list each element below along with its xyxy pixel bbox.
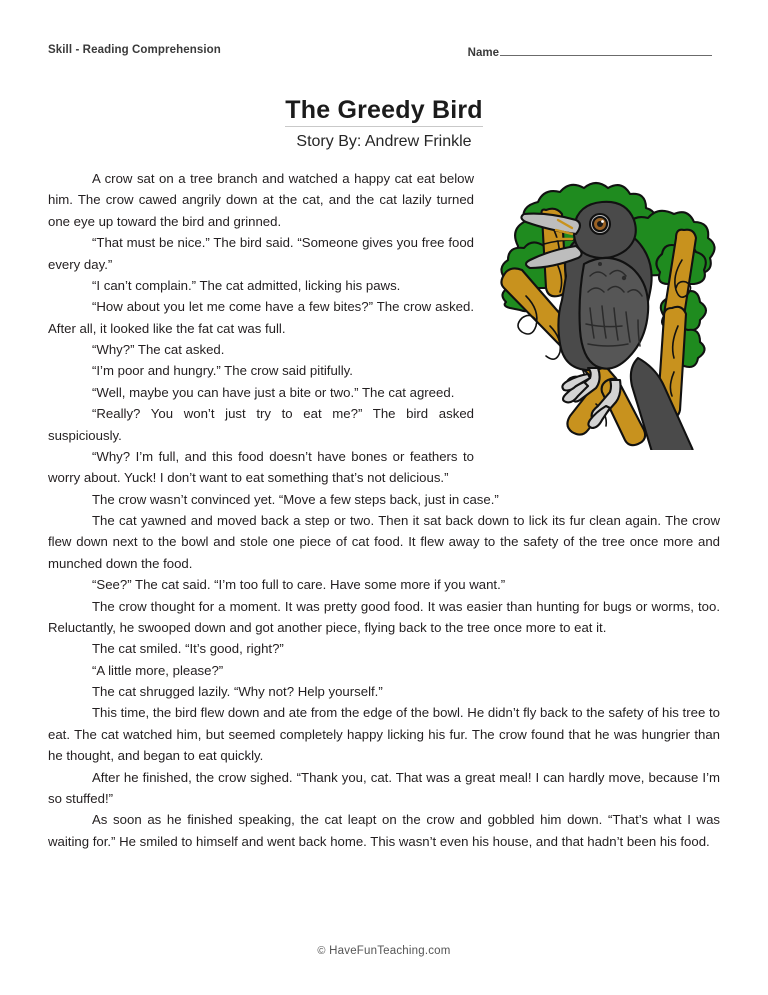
story-paragraph: “How about you let me come have a few bites?” The crow asked. After all, it looked like the fat cat was full.	[48, 299, 474, 336]
story-paragraph: The cat smiled. “It’s good, right?”	[92, 641, 284, 657]
story-body	[48, 168, 720, 852]
skill-label: Skill - Reading Comprehension	[48, 44, 221, 56]
story-paragraph: “Why?” The cat asked.	[92, 342, 225, 357]
story-paragraph: “See?” The cat said. “I’m too full to care. Have some more if you want.”	[92, 577, 506, 593]
story-paragraph: “That must be nice.” The bird said. “Someone gives you free food every day.”	[48, 235, 474, 272]
story-paragraph: “Really? You won’t just try to eat me?” The bird asked suspiciously.	[48, 406, 474, 443]
story-paragraph: The crow wasn’t convinced yet. “Move a few steps back, just in case.”	[92, 491, 499, 507]
story-paragraph: The crow thought for a moment. It was pretty good food. It was easier than hunting for bugs or worms, too. Reluctantly, he swooped down and got another piece, flying back to the tree once more to eat it.	[48, 598, 720, 635]
story-paragraph: After he finished, the crow sighed. “Thank you, cat. That was a great meal! I can hardly move, because I’m so stuffed!”	[48, 769, 720, 806]
story-paragraph: The cat shrugged lazily. “Why not? Help yourself.”	[92, 684, 383, 699]
footer	[0, 945, 768, 957]
story-paragraph: “I’m poor and hungry.” The crow said pitifully.	[92, 363, 353, 379]
story-byline: Story By: Andrew Frinkle	[296, 132, 472, 150]
story-paragraph: The cat yawned and moved back a step or two. Then it sat back down to lick its fur clean again. The crow flew down next to the bowl and stole one piece of cat food. It flew away to the safety of the tree once more and munched down the food.	[48, 513, 720, 571]
crow-illustration-svg	[488, 168, 720, 450]
story-paragraph: This time, the bird flew down and ate from the edge of the bowl. He didn’t fly back to the safety of his tree to eat. The cat watched him, but seemed completely happy licking his fur. The crow found that he was hungrier than he thought, and began to eat quickly.	[48, 705, 720, 764]
name-write-in-line[interactable]	[500, 44, 712, 56]
eye-glint	[601, 220, 604, 223]
story-paragraph: As soon as he finished speaking, the cat leapt on the crow and gobbled him down. “That’s what I was waiting for.” He smiled to himself and went back home. This wasn’t even his house, and that hadn’t been his food.	[48, 812, 720, 849]
page-title: The Greedy Bird	[285, 96, 483, 127]
story-paragraph: “I can’t complain.” The cat admitted, licking his paws.	[92, 277, 401, 293]
crow-in-tree-illustration	[488, 168, 720, 450]
title-block	[0, 96, 768, 151]
copyright-icon: ©	[317, 945, 326, 957]
worksheet-header	[48, 44, 720, 66]
story-paragraph: “Why? I’m full, and this food doesn’t have bones or feathers to worry about. Yuck! I don’t want to eat something that’s not delicious.”	[48, 448, 474, 486]
name-field[interactable]	[468, 44, 712, 59]
footer-attribution: HaveFunTeaching.com	[329, 945, 451, 957]
story-paragraph: A crow sat on a tree branch and watched a happy cat eat below him. The crow cawed angrily down at the cat, and the cat lazily turned one eye up toward the bird and grinned.	[48, 171, 474, 229]
story-paragraph: “Well, maybe you can have just a bite or two.” The cat agreed.	[92, 384, 455, 400]
name-label: Name	[467, 47, 499, 59]
story-paragraph: “A little more, please?”	[92, 662, 224, 678]
